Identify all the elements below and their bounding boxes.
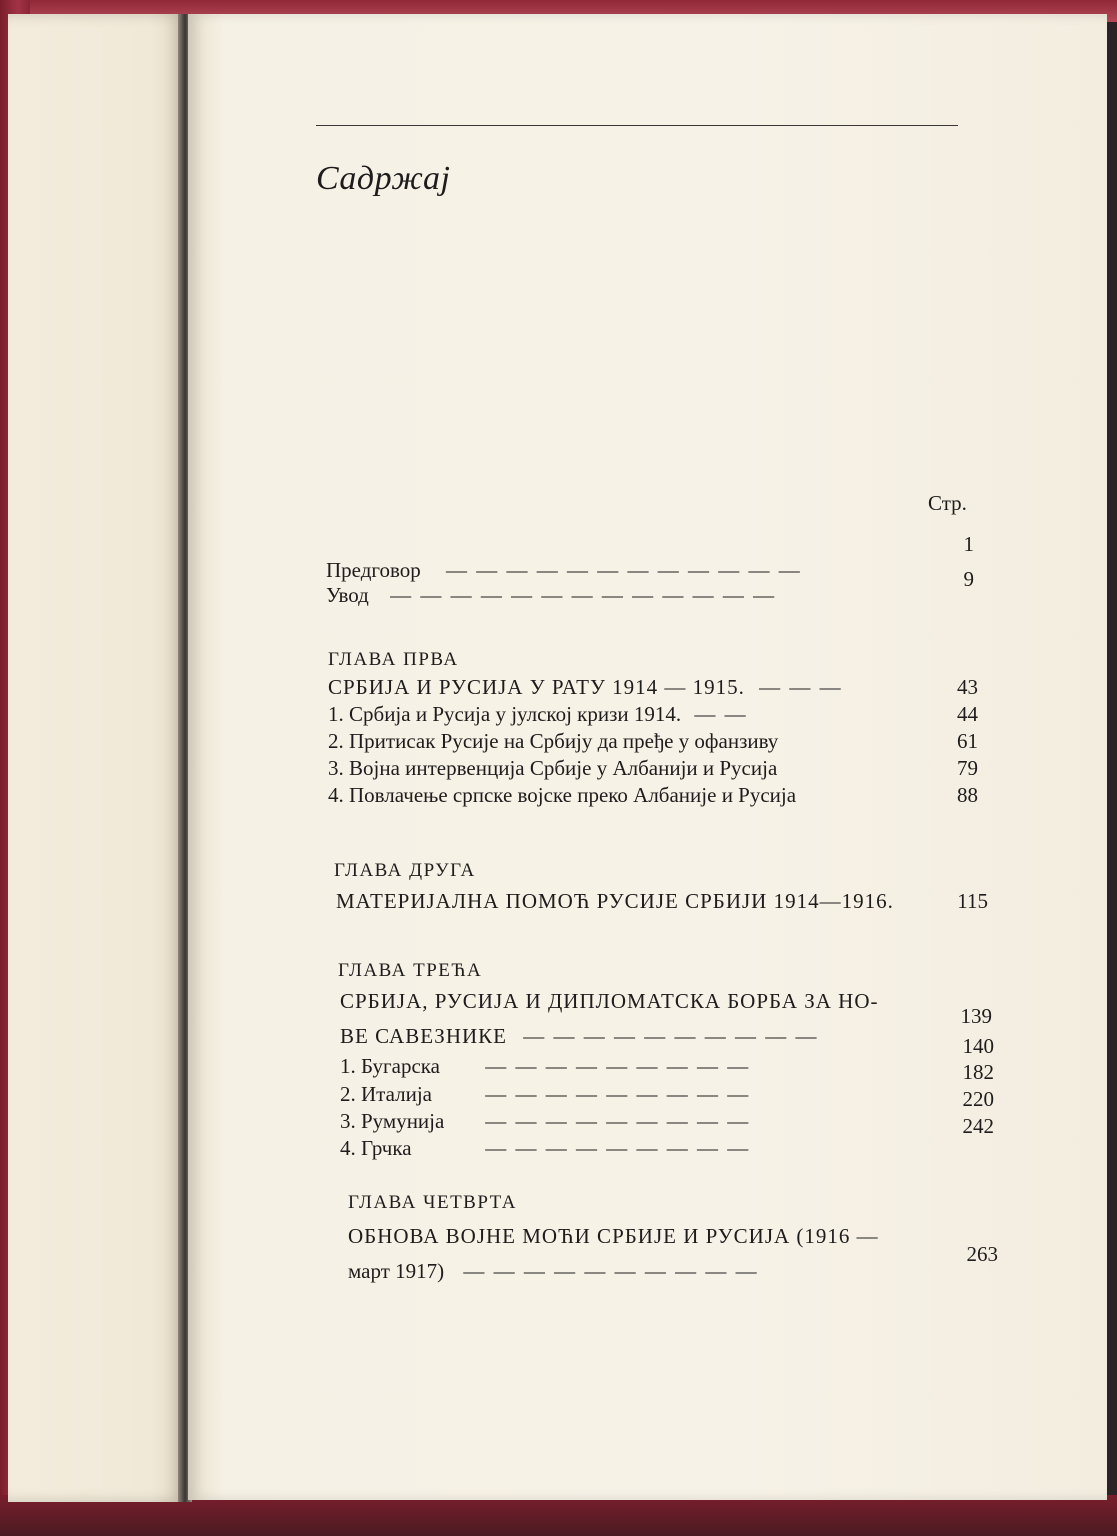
toc-page-number: 43 [957, 675, 978, 699]
contents-page [188, 14, 1107, 1500]
toc-entry-label: 1. Бугарска [340, 1054, 440, 1078]
facing-page [8, 14, 186, 1502]
toc-entry-3-1 [340, 1054, 750, 1079]
toc-page-number: 263 [966, 1242, 998, 1266]
toc-entry-label: СРБИЈА И РУСИЈА У РАТУ 1914 — 1915. [328, 675, 745, 699]
leader-dashes: — — — — — — — — — [485, 1136, 751, 1160]
toc-entry-3-4 [340, 1136, 750, 1161]
toc-page-number: 1 [963, 532, 974, 556]
toc-entry-chapter-4-line2 [348, 1259, 759, 1284]
leader-dashes: — — — — — — — — — [485, 1109, 751, 1133]
leader-dashes: — — — — — — — — — — — — — [390, 583, 777, 607]
toc-entry-preface [326, 558, 802, 583]
toc-entry-label: 4. Грчка [340, 1136, 412, 1160]
toc-entry-chapter-3-line2 [340, 1024, 819, 1049]
toc-page-number: 139 [960, 1004, 992, 1028]
toc-entry-chapter-1 [328, 675, 843, 700]
leader-dashes: — — — — — — — — — — [523, 1024, 819, 1048]
leader-dashes: — — — — — — — — — — — — [446, 558, 802, 582]
toc-entry-1-3: 3. Војна интервенција Србије у Албанији и Русија [328, 756, 778, 780]
toc-page-number: 140 [962, 1034, 994, 1058]
toc-page-number: 61 [957, 729, 978, 753]
top-rule [316, 125, 958, 126]
toc-page-number: 88 [957, 783, 978, 807]
toc-page-number: 79 [957, 756, 978, 780]
leader-dashes: — — — [759, 675, 843, 699]
toc-entry-chapter-4-line1: ОБНОВА ВОЈНЕ МОЋИ СРБИЈЕ И РУСИЈА (1916 — [348, 1224, 879, 1248]
chapter-heading: ГЛАВА ДРУГА [334, 860, 476, 881]
toc-entry-label: Предговор [326, 558, 421, 582]
page-title: Садржај [316, 160, 451, 197]
toc-entry-chapter-2: МАТЕРИЈАЛНА ПОМОЋ РУСИЈЕ СРБИЈИ 1914—1916. [336, 889, 894, 913]
toc-page-number: 9 [963, 567, 974, 591]
toc-page-number: 115 [957, 889, 988, 913]
toc-entry-3-3 [340, 1109, 750, 1134]
toc-entry-chapter-3-line1: СРБИЈА, РУСИЈА И ДИПЛОМАТСКА БОРБА ЗА НО- [340, 989, 879, 1013]
toc-entry-1-1 [328, 702, 748, 727]
toc-page-number: 220 [962, 1087, 994, 1111]
leader-dashes: — — — — — — — — — — [463, 1259, 759, 1283]
leader-dashes: — — — — — — — — — [485, 1054, 751, 1078]
toc-entry-label: Увод [326, 583, 369, 607]
toc-entry-1-2: 2. Притисак Русије на Србију да пређе у офанзиву [328, 729, 779, 753]
toc-entry-label: ВЕ САВЕЗНИКЕ [340, 1024, 507, 1048]
toc-entry-label: март 1917) [348, 1259, 445, 1283]
chapter-heading: ГЛАВА ЧЕТВРТА [348, 1192, 518, 1213]
toc-entry-1-4: 4. Повлачење српске војске преко Албаније и Русија [328, 783, 797, 807]
leader-dashes: — — [694, 702, 748, 726]
toc-page-number: 242 [962, 1114, 994, 1138]
toc-entry-3-2 [340, 1082, 750, 1107]
toc-entry-label: 3. Румунија [340, 1109, 445, 1133]
toc-page-number: 182 [962, 1060, 994, 1084]
chapter-heading: ГЛАВА ТРЕЋА [338, 960, 483, 981]
chapter-heading: ГЛАВА ПРВА [328, 649, 459, 670]
toc-page-number: 44 [957, 702, 978, 726]
toc-entry-label: 1. Србија и Русија у јулској кризи 1914. [328, 702, 682, 726]
toc-entry-label: 2. Италија [340, 1082, 432, 1106]
toc-entry-introduction [326, 583, 776, 608]
leader-dashes: — — — — — — — — — [485, 1082, 751, 1106]
page-column-label: Стр. [928, 491, 967, 515]
